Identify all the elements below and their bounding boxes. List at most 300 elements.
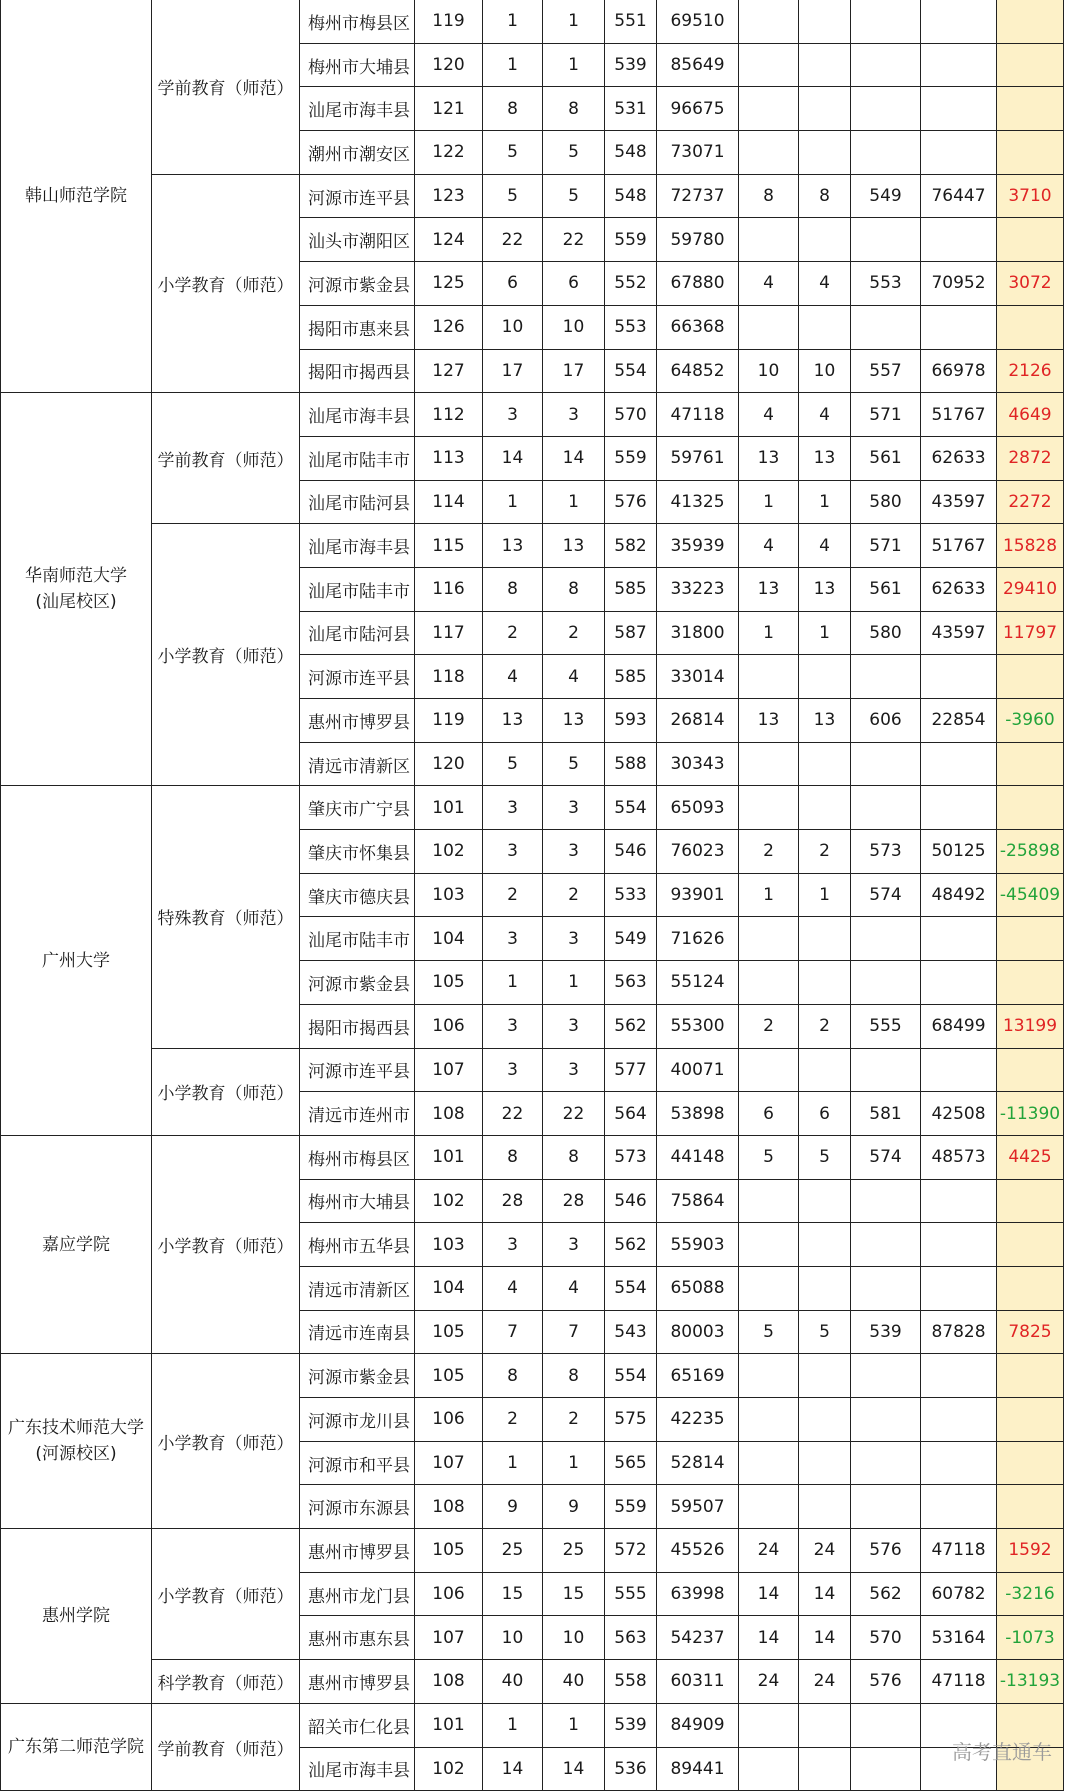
table-row: [1, 1703, 1064, 1747]
table-row: [1, 1354, 1064, 1398]
prev_score-cell: 570: [851, 1616, 921, 1660]
code-cell: 103: [415, 1223, 483, 1267]
score-cell: 564: [605, 1092, 657, 1136]
rank-cell: 63998: [657, 1572, 739, 1616]
major-cell: 学前教育（师范）: [152, 0, 300, 174]
major-cell: 学前教育（师范）: [152, 393, 300, 524]
prev_plan2-cell: [799, 0, 851, 43]
prev_score-cell: 580: [851, 611, 921, 655]
plan-cell: 10: [483, 1616, 543, 1660]
diff-cell: 2872: [997, 436, 1064, 480]
score-cell: 573: [605, 1135, 657, 1179]
plan2-cell: 15: [543, 1572, 605, 1616]
plan-cell: 14: [483, 1747, 543, 1791]
prev_score-cell: [851, 1703, 921, 1747]
score-cell: 543: [605, 1310, 657, 1354]
plan2-cell: 3: [543, 1223, 605, 1267]
location-cell: 汕尾市陆丰市: [300, 567, 415, 611]
code-cell: 124: [415, 218, 483, 262]
table-row: [1, 1048, 1064, 1092]
score-cell: 551: [605, 0, 657, 43]
plan-cell: 13: [483, 524, 543, 568]
plan-cell: 15: [483, 1572, 543, 1616]
major-cell: 小学教育（师范）: [152, 1135, 300, 1353]
diff-cell: [997, 786, 1064, 830]
prev_score-cell: [851, 1485, 921, 1529]
score-cell: 539: [605, 1703, 657, 1747]
diff-cell: -45409: [997, 873, 1064, 917]
plan-cell: 4: [483, 655, 543, 699]
location-cell: 河源市紫金县: [300, 1354, 415, 1398]
prev_plan-cell: [739, 1266, 799, 1310]
rank-cell: 31800: [657, 611, 739, 655]
table-row: [1, 1660, 1064, 1704]
diff-cell: 13199: [997, 1004, 1064, 1048]
prev_plan-cell: 4: [739, 393, 799, 437]
prev_score-cell: [851, 1747, 921, 1791]
prev_plan2-cell: 4: [799, 262, 851, 306]
score-cell: 533: [605, 873, 657, 917]
location-cell: 梅州市梅县区: [300, 0, 415, 43]
prev_plan2-cell: [799, 1179, 851, 1223]
rank-cell: 59507: [657, 1485, 739, 1529]
prev_plan-cell: 8: [739, 174, 799, 218]
diff-cell: -1073: [997, 1616, 1064, 1660]
code-cell: 120: [415, 742, 483, 786]
diff-cell: [997, 1485, 1064, 1529]
location-cell: 清远市连州市: [300, 1092, 415, 1136]
prev_score-cell: [851, 305, 921, 349]
location-cell: 揭阳市揭西县: [300, 349, 415, 393]
prev_rank-cell: 22854: [921, 699, 997, 743]
plan2-cell: 8: [543, 1135, 605, 1179]
prev_score-cell: [851, 742, 921, 786]
prev_plan-cell: [739, 131, 799, 175]
plan-cell: 3: [483, 1223, 543, 1267]
prev_rank-cell: 42508: [921, 1092, 997, 1136]
plan2-cell: 4: [543, 1266, 605, 1310]
prev_plan-cell: 13: [739, 699, 799, 743]
location-cell: 韶关市仁化县: [300, 1703, 415, 1747]
prev_score-cell: [851, 1179, 921, 1223]
plan-cell: 1: [483, 1441, 543, 1485]
code-cell: 107: [415, 1441, 483, 1485]
table-row: [1, 1135, 1064, 1179]
prev_plan2-cell: [799, 1398, 851, 1442]
diff-cell: -3216: [997, 1572, 1064, 1616]
rank-cell: 26814: [657, 699, 739, 743]
prev_plan2-cell: [799, 305, 851, 349]
prev_rank-cell: [921, 742, 997, 786]
prev_plan-cell: 1: [739, 480, 799, 524]
prev_plan-cell: [739, 1223, 799, 1267]
prev_rank-cell: [921, 0, 997, 43]
rank-cell: 69510: [657, 0, 739, 43]
prev_rank-cell: 62633: [921, 567, 997, 611]
plan2-cell: 40: [543, 1660, 605, 1704]
prev_score-cell: 561: [851, 567, 921, 611]
prev_score-cell: 539: [851, 1310, 921, 1354]
score-cell: 552: [605, 262, 657, 306]
university-cell: 广东技术师范大学 (河源校区): [1, 1354, 152, 1529]
score-cell: 562: [605, 1223, 657, 1267]
rank-cell: 67880: [657, 262, 739, 306]
prev_rank-cell: [921, 218, 997, 262]
location-cell: 肇庆市广宁县: [300, 786, 415, 830]
prev_rank-cell: [921, 786, 997, 830]
prev_plan-cell: 24: [739, 1529, 799, 1573]
diff-cell: 15828: [997, 524, 1064, 568]
table-body: [1, 0, 1064, 1791]
prev_score-cell: [851, 786, 921, 830]
rank-cell: 65169: [657, 1354, 739, 1398]
prev_plan2-cell: [799, 1747, 851, 1791]
plan-cell: 9: [483, 1485, 543, 1529]
prev_plan2-cell: 24: [799, 1660, 851, 1704]
plan2-cell: 1: [543, 0, 605, 43]
plan-cell: 8: [483, 87, 543, 131]
location-cell: 汕尾市陆丰市: [300, 917, 415, 961]
plan-cell: 3: [483, 786, 543, 830]
prev_rank-cell: 76447: [921, 174, 997, 218]
prev_score-cell: [851, 1048, 921, 1092]
plan-cell: 1: [483, 43, 543, 87]
location-cell: 清远市连南县: [300, 1310, 415, 1354]
diff-cell: [997, 1441, 1064, 1485]
rank-cell: 76023: [657, 830, 739, 874]
code-cell: 112: [415, 393, 483, 437]
diff-cell: 7825: [997, 1310, 1064, 1354]
plan2-cell: 5: [543, 131, 605, 175]
prev_plan2-cell: 1: [799, 611, 851, 655]
prev_rank-cell: [921, 1441, 997, 1485]
code-cell: 107: [415, 1616, 483, 1660]
diff-cell: 2272: [997, 480, 1064, 524]
prev_plan-cell: [739, 1398, 799, 1442]
rank-cell: 42235: [657, 1398, 739, 1442]
diff-cell: [997, 1179, 1064, 1223]
diff-cell: 11797: [997, 611, 1064, 655]
prev_rank-cell: [921, 1354, 997, 1398]
prev_plan-cell: 4: [739, 524, 799, 568]
prev_plan-cell: 5: [739, 1310, 799, 1354]
location-cell: 汕尾市海丰县: [300, 1747, 415, 1791]
rank-cell: 65088: [657, 1266, 739, 1310]
diff-cell: [997, 1266, 1064, 1310]
plan-cell: 25: [483, 1529, 543, 1573]
code-cell: 106: [415, 1398, 483, 1442]
prev_plan2-cell: [799, 786, 851, 830]
rank-cell: 52814: [657, 1441, 739, 1485]
prev_plan-cell: [739, 1485, 799, 1529]
prev_plan-cell: 2: [739, 1004, 799, 1048]
prev_score-cell: [851, 131, 921, 175]
diff-cell: -13193: [997, 1660, 1064, 1704]
score-cell: 570: [605, 393, 657, 437]
prev_plan2-cell: 5: [799, 1310, 851, 1354]
diff-cell: -3960: [997, 699, 1064, 743]
diff-cell: [997, 0, 1064, 43]
code-cell: 101: [415, 786, 483, 830]
plan2-cell: 8: [543, 567, 605, 611]
prev_plan2-cell: [799, 218, 851, 262]
score-cell: 585: [605, 655, 657, 699]
prev_plan-cell: [739, 218, 799, 262]
prev_score-cell: [851, 1223, 921, 1267]
prev_rank-cell: 48492: [921, 873, 997, 917]
prev_score-cell: [851, 1398, 921, 1442]
prev_rank-cell: 70952: [921, 262, 997, 306]
table-row: [1, 786, 1064, 830]
location-cell: 清远市清新区: [300, 742, 415, 786]
plan2-cell: 14: [543, 1747, 605, 1791]
rank-cell: 45526: [657, 1529, 739, 1573]
plan2-cell: 13: [543, 524, 605, 568]
diff-cell: [997, 742, 1064, 786]
diff-cell: 4649: [997, 393, 1064, 437]
prev_score-cell: 576: [851, 1660, 921, 1704]
code-cell: 114: [415, 480, 483, 524]
score-cell: 555: [605, 1572, 657, 1616]
score-cell: 559: [605, 218, 657, 262]
prev_score-cell: 606: [851, 699, 921, 743]
plan-cell: 1: [483, 480, 543, 524]
location-cell: 汕尾市陆河县: [300, 611, 415, 655]
prev_plan2-cell: [799, 742, 851, 786]
location-cell: 梅州市大埔县: [300, 1179, 415, 1223]
rank-cell: 75864: [657, 1179, 739, 1223]
prev_score-cell: [851, 87, 921, 131]
prev_score-cell: 573: [851, 830, 921, 874]
rank-cell: 84909: [657, 1703, 739, 1747]
location-cell: 河源市紫金县: [300, 262, 415, 306]
plan2-cell: 6: [543, 262, 605, 306]
plan2-cell: 3: [543, 917, 605, 961]
prev_score-cell: 576: [851, 1529, 921, 1573]
major-cell: 小学教育（师范）: [152, 174, 300, 392]
location-cell: 梅州市大埔县: [300, 43, 415, 87]
plan-cell: 5: [483, 131, 543, 175]
diff-cell: [997, 1398, 1064, 1442]
location-cell: 惠州市博罗县: [300, 1660, 415, 1704]
code-cell: 102: [415, 1747, 483, 1791]
prev_plan2-cell: 13: [799, 567, 851, 611]
score-cell: 582: [605, 524, 657, 568]
rank-cell: 55124: [657, 961, 739, 1005]
code-cell: 125: [415, 262, 483, 306]
location-cell: 惠州市龙门县: [300, 1572, 415, 1616]
score-cell: 577: [605, 1048, 657, 1092]
plan-cell: 5: [483, 174, 543, 218]
code-cell: 123: [415, 174, 483, 218]
prev_score-cell: 555: [851, 1004, 921, 1048]
prev_rank-cell: 47118: [921, 1660, 997, 1704]
prev_score-cell: [851, 0, 921, 43]
prev_score-cell: 549: [851, 174, 921, 218]
prev_plan-cell: [739, 655, 799, 699]
plan2-cell: 3: [543, 1004, 605, 1048]
location-cell: 惠州市惠东县: [300, 1616, 415, 1660]
prev_score-cell: 581: [851, 1092, 921, 1136]
score-cell: 554: [605, 1354, 657, 1398]
code-cell: 108: [415, 1660, 483, 1704]
plan-cell: 3: [483, 1048, 543, 1092]
prev_rank-cell: 50125: [921, 830, 997, 874]
prev_plan-cell: [739, 305, 799, 349]
prev_score-cell: [851, 1266, 921, 1310]
plan2-cell: 3: [543, 830, 605, 874]
location-cell: 河源市连平县: [300, 174, 415, 218]
prev_plan-cell: 4: [739, 262, 799, 306]
code-cell: 113: [415, 436, 483, 480]
code-cell: 105: [415, 1354, 483, 1398]
location-cell: 揭阳市揭西县: [300, 1004, 415, 1048]
diff-cell: 3710: [997, 174, 1064, 218]
prev_rank-cell: [921, 305, 997, 349]
prev_plan2-cell: [799, 1354, 851, 1398]
university-cell: 韩山师范学院: [1, 0, 152, 393]
plan2-cell: 28: [543, 1179, 605, 1223]
plan-cell: 7: [483, 1310, 543, 1354]
diff-cell: [997, 655, 1064, 699]
score-cell: 562: [605, 1004, 657, 1048]
rank-cell: 33223: [657, 567, 739, 611]
prev_plan2-cell: 2: [799, 830, 851, 874]
code-cell: 105: [415, 1529, 483, 1573]
plan-cell: 8: [483, 1135, 543, 1179]
prev_rank-cell: [921, 1266, 997, 1310]
prev_score-cell: 553: [851, 262, 921, 306]
plan2-cell: 9: [543, 1485, 605, 1529]
plan2-cell: 22: [543, 1092, 605, 1136]
score-cell: 588: [605, 742, 657, 786]
prev_plan-cell: 5: [739, 1135, 799, 1179]
prev_plan2-cell: 13: [799, 699, 851, 743]
code-cell: 117: [415, 611, 483, 655]
score-cell: 585: [605, 567, 657, 611]
diff-cell: 29410: [997, 567, 1064, 611]
rank-cell: 89441: [657, 1747, 739, 1791]
location-cell: 肇庆市怀集县: [300, 830, 415, 874]
location-cell: 汕尾市海丰县: [300, 87, 415, 131]
university-cell: 广州大学: [1, 786, 152, 1136]
score-cell: 593: [605, 699, 657, 743]
code-cell: 105: [415, 961, 483, 1005]
code-cell: 102: [415, 1179, 483, 1223]
rank-cell: 30343: [657, 742, 739, 786]
prev_plan-cell: 24: [739, 1660, 799, 1704]
prev_plan-cell: [739, 0, 799, 43]
major-cell: 小学教育（师范）: [152, 1048, 300, 1135]
plan-cell: 28: [483, 1179, 543, 1223]
code-cell: 107: [415, 1048, 483, 1092]
rank-cell: 85649: [657, 43, 739, 87]
prev_rank-cell: [921, 131, 997, 175]
major-cell: 小学教育（师范）: [152, 1529, 300, 1660]
university-cell: 华南师范大学 (汕尾校区): [1, 393, 152, 786]
prev_plan2-cell: [799, 1441, 851, 1485]
location-cell: 清远市清新区: [300, 1266, 415, 1310]
prev_rank-cell: 87828: [921, 1310, 997, 1354]
prev_plan-cell: [739, 1354, 799, 1398]
code-cell: 126: [415, 305, 483, 349]
prev_rank-cell: [921, 917, 997, 961]
plan-cell: 5: [483, 742, 543, 786]
prev_plan-cell: [739, 917, 799, 961]
prev_rank-cell: 48573: [921, 1135, 997, 1179]
major-cell: 特殊教育（师范）: [152, 786, 300, 1048]
prev_score-cell: [851, 218, 921, 262]
prev_plan2-cell: [799, 87, 851, 131]
location-cell: 惠州市博罗县: [300, 1529, 415, 1573]
diff-cell: 2126: [997, 349, 1064, 393]
score-cell: 576: [605, 480, 657, 524]
plan-cell: 10: [483, 305, 543, 349]
code-cell: 108: [415, 1092, 483, 1136]
prev_score-cell: 561: [851, 436, 921, 480]
code-cell: 104: [415, 1266, 483, 1310]
rank-cell: 64852: [657, 349, 739, 393]
plan2-cell: 5: [543, 742, 605, 786]
rank-cell: 93901: [657, 873, 739, 917]
prev_rank-cell: 60782: [921, 1572, 997, 1616]
code-cell: 122: [415, 131, 483, 175]
code-cell: 121: [415, 87, 483, 131]
plan2-cell: 10: [543, 1616, 605, 1660]
prev_rank-cell: [921, 1398, 997, 1442]
location-cell: 揭阳市惠来县: [300, 305, 415, 349]
diff-cell: [997, 1354, 1064, 1398]
plan2-cell: 7: [543, 1310, 605, 1354]
prev_plan2-cell: [799, 917, 851, 961]
code-cell: 106: [415, 1572, 483, 1616]
rank-cell: 71626: [657, 917, 739, 961]
prev_rank-cell: 66978: [921, 349, 997, 393]
score-cell: 565: [605, 1441, 657, 1485]
prev_score-cell: 574: [851, 873, 921, 917]
prev_score-cell: 571: [851, 524, 921, 568]
rank-cell: 73071: [657, 131, 739, 175]
location-cell: 汕尾市海丰县: [300, 524, 415, 568]
rank-cell: 41325: [657, 480, 739, 524]
prev_rank-cell: [921, 1485, 997, 1529]
code-cell: 105: [415, 1310, 483, 1354]
major-cell: 学前教育（师范）: [152, 1703, 300, 1790]
code-cell: 108: [415, 1485, 483, 1529]
university-cell: 嘉应学院: [1, 1135, 152, 1353]
location-cell: 汕尾市海丰县: [300, 393, 415, 437]
prev_score-cell: [851, 43, 921, 87]
diff-cell: [997, 43, 1064, 87]
location-cell: 肇庆市德庆县: [300, 873, 415, 917]
rank-cell: 72737: [657, 174, 739, 218]
plan-cell: 40: [483, 1660, 543, 1704]
rank-cell: 60311: [657, 1660, 739, 1704]
score-cell: 549: [605, 917, 657, 961]
prev_plan-cell: [739, 1747, 799, 1791]
prev_plan-cell: [739, 1703, 799, 1747]
code-cell: 119: [415, 0, 483, 43]
score-cell: 546: [605, 830, 657, 874]
location-cell: 梅州市梅县区: [300, 1135, 415, 1179]
location-cell: 河源市东源县: [300, 1485, 415, 1529]
rank-cell: 53898: [657, 1092, 739, 1136]
plan2-cell: 22: [543, 218, 605, 262]
prev_plan2-cell: 14: [799, 1572, 851, 1616]
diff-cell: [997, 218, 1064, 262]
prev_score-cell: 574: [851, 1135, 921, 1179]
code-cell: 101: [415, 1703, 483, 1747]
